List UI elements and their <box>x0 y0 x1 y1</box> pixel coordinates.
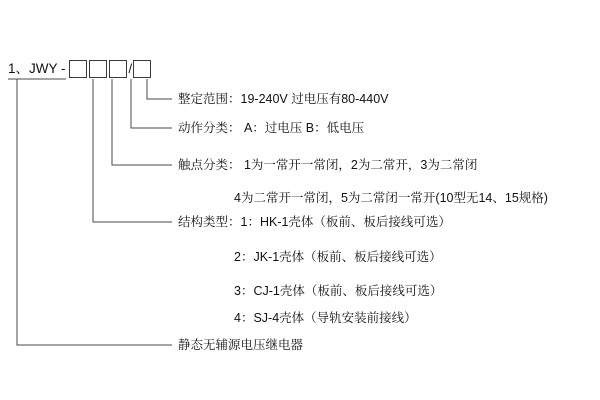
label-structure-type-line2: 2：JK-1壳体（板前、板后接线可选） <box>234 250 442 264</box>
leader-action-class <box>131 79 172 128</box>
code-box-1 <box>69 60 87 78</box>
code-boxes <box>69 60 154 78</box>
label-contact-classification-line2: 4为二常开一常闭，5为二常闭一常开(10型无14、15规格) <box>234 191 548 205</box>
label-structure-type-line4: 4：SJ-4壳体（导轨安装前接线） <box>234 311 417 325</box>
code-box-2 <box>89 60 107 78</box>
label-setting-range: 整定范围：19-240V 过电压有80-440V <box>178 92 389 106</box>
label-action-classification: 动作分类： A：过电压 B：低电压 <box>178 121 365 135</box>
model-prefix: 1、JWY - <box>8 61 66 76</box>
model-code-row <box>8 58 153 80</box>
label-structure-type: 结构类型：1：HK-1壳体（板前、板后接线可选） <box>178 215 451 229</box>
leader-contact-class <box>112 79 172 165</box>
leader-structure-type <box>93 79 172 222</box>
code-box-3 <box>109 60 127 78</box>
label-structure-type-line3: 3：CJ-1壳体（板前、板后接线可选） <box>234 284 443 298</box>
code-separator: / <box>128 61 133 76</box>
code-box-4 <box>133 60 151 78</box>
label-product-name: 静态无辅源电压继电器 <box>178 338 304 352</box>
label-contact-classification: 触点分类： 1为一常开一常闭，2为二常开，3为二常闭 <box>178 158 478 172</box>
leader-product-name <box>17 79 172 345</box>
leader-setting-range <box>147 79 172 99</box>
